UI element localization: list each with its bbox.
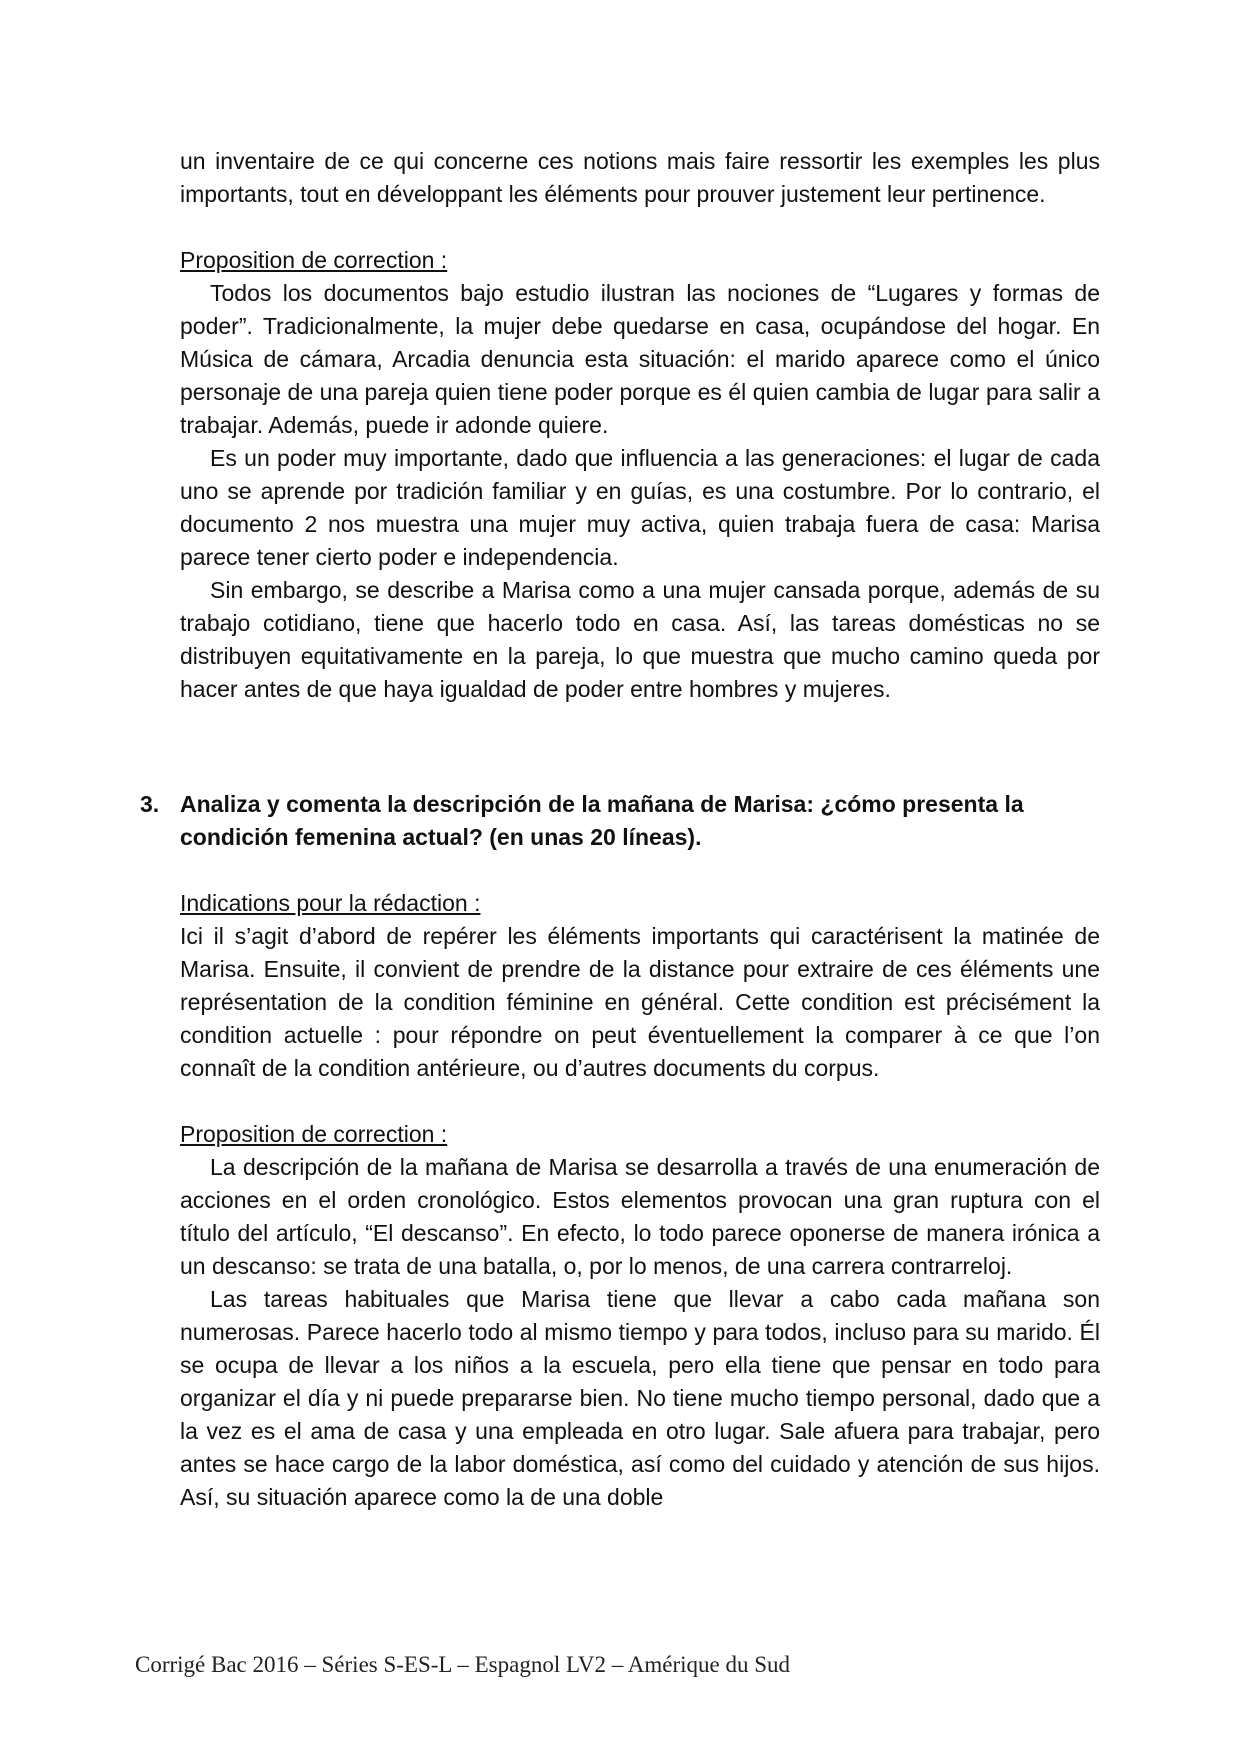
- q2-correction-paragraph-1: Todos los documentos bajo estudio ilustran las nociones de “Lugares y formas de poder”. Tradicionalmente, la mujer debe quedarse en casa, ocupándose del hogar. En Música de cámara, Arcadia denuncia esta situación: el marido aparece como el único personaje de una pareja quien tiene poder porque es él quien cambia de lugar para salir a trabajar. Además, puede ir adonde quiere.: [180, 280, 1100, 438]
- q3-indications-label: Indications pour la rédaction :: [180, 890, 481, 916]
- q2-correction-label: Proposition de correction :: [180, 247, 448, 273]
- question-3-text: Analiza y comenta la descripción de la mañana de Marisa: ¿cómo presenta la condición femenina actual? (en unas 20 líneas).: [180, 791, 1024, 850]
- q2-correction-paragraph-3: Sin embargo, se describe a Marisa como a una mujer cansada porque, además de su trabajo cotidiano, tiene que hacerlo todo en casa. Así, las tareas domésticas no se distribuyen equitativamente en la pareja, lo que muestra que mucho camino queda por hacer antes de que haya igualdad de poder entre hombres y mujeres.: [180, 577, 1100, 702]
- q3-correction-paragraph-1: La descripción de la mañana de Marisa se desarrolla a través de una enumeración de acciones en el orden cronológico. Estos elementos provocan una gran ruptura con el título del artículo, “El descanso”. En efecto, lo todo parece oponerse de manera irónica a un descanso: se trata de una batalla, o, por lo menos, de una carrera contrarreloj.: [180, 1154, 1100, 1279]
- page-footer: Corrigé Bac 2016 – Séries S-ES-L – Espagnol LV2 – Amérique du Sud: [135, 1652, 791, 1677]
- question-3: [140, 788, 1100, 854]
- q3-indications-text: Ici il s’agit d’abord de repérer les éléments importants qui caractérisent la matinée de Marisa. Ensuite, il convient de prendre de la distance pour extraire de ces éléments une représentation de la condition féminine en général. Cette condition est précisément la condition actuelle : pour répondre on peut éventuellement la comparer à ce que l’on connaît de la condition antérieure, ou d’autres documents du corpus.: [180, 923, 1100, 1081]
- q3-correction-label: Proposition de correction :: [180, 1121, 448, 1147]
- intro-paragraph: un inventaire de ce qui concerne ces notions mais faire ressortir les exemples les plus importants, tout en développant les éléments pour prouver justement leur pertinence.: [180, 148, 1100, 207]
- q3-correction-paragraph-2: Las tareas habituales que Marisa tiene que llevar a cabo cada mañana son numerosas. Parece hacerlo todo al mismo tiempo y para todos, incluso para su marido. Él se ocupa de llevar a los niños a la escuela, pero ella tiene que pensar en todo para organizar el día y ni puede prepararse bien. No tiene mucho tiempo personal, dado que a la vez es el ama de casa y una empleada en otro lugar. Sale afuera para trabajar, pero antes se hace cargo de la labor doméstica, así como del cuidado y atención de sus hijos. Así, su situación aparece como la de una doble: [180, 1286, 1100, 1510]
- question-3-number: 3.: [140, 791, 160, 817]
- q2-correction-paragraph-2: Es un poder muy importante, dado que influencia a las generaciones: el lugar de cada uno se aprende por tradición familiar y en guías, es una costumbre. Por lo contrario, el documento 2 nos muestra una mujer muy activa, quien trabaja fuera de casa: Marisa parece tener cierto poder e independencia.: [180, 445, 1100, 570]
- page-content: [140, 145, 1100, 1514]
